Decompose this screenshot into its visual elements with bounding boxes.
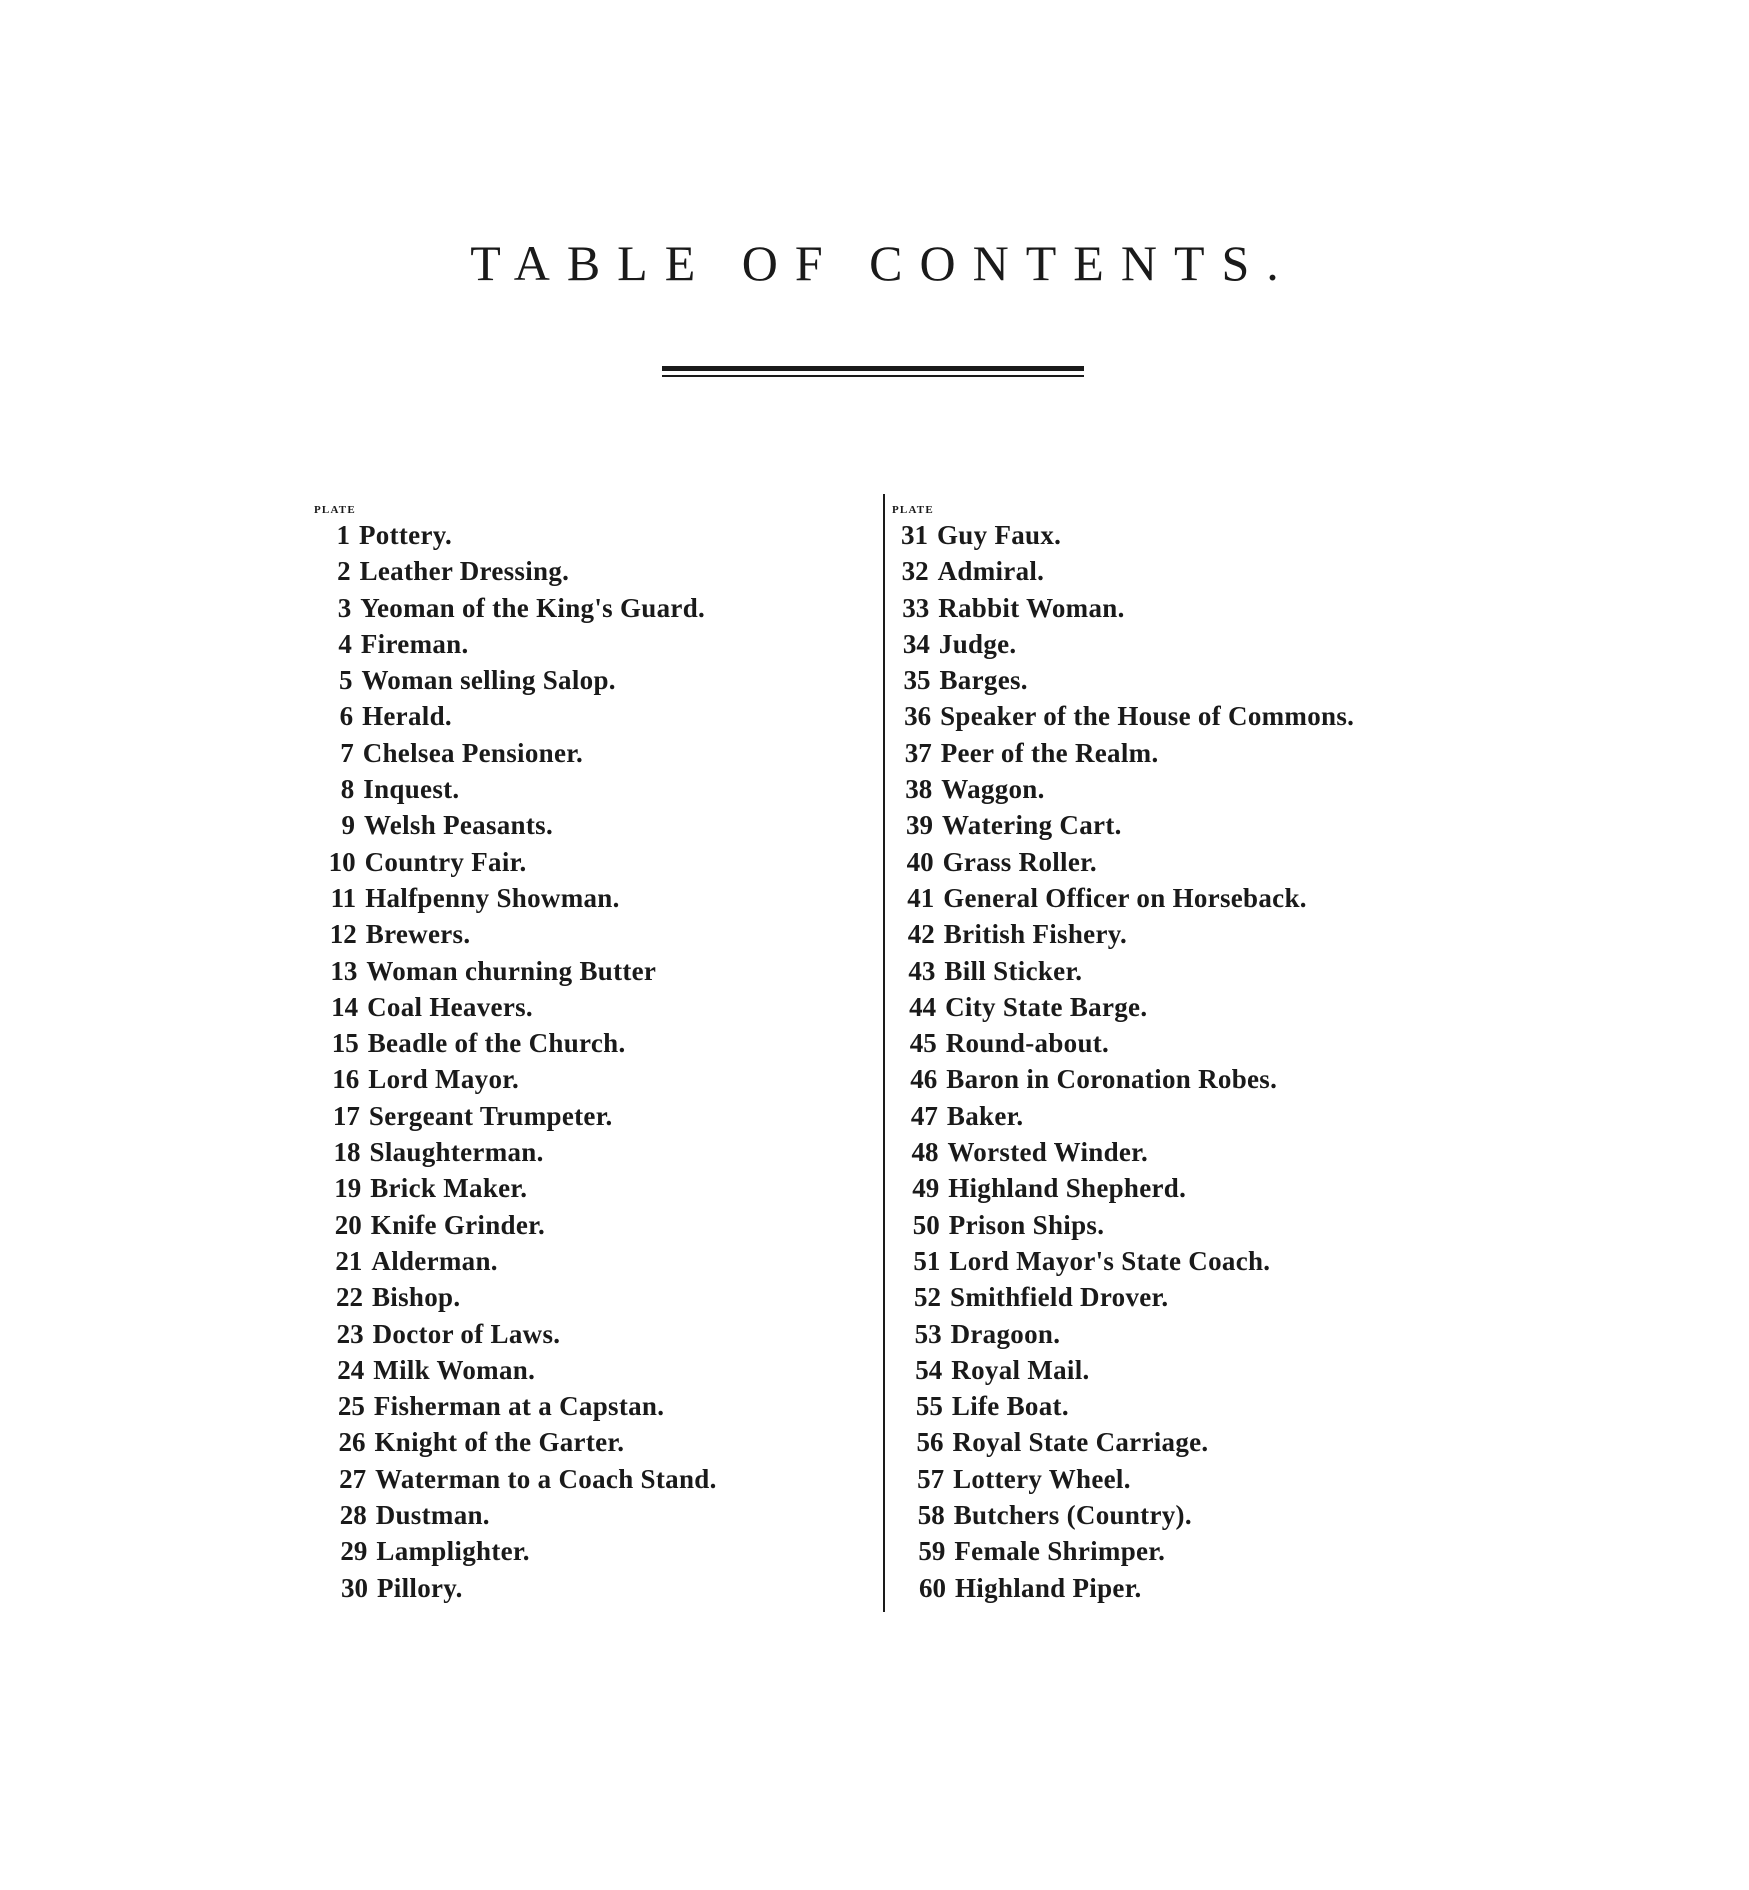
toc-entry-left	[314, 1533, 717, 1569]
plate-title: Royal State Carriage.	[952, 1427, 1209, 1458]
plate-number: 47	[910, 1100, 938, 1131]
toc-entry-right	[892, 735, 1354, 771]
toc-entry-left	[314, 1279, 717, 1315]
plate-title: Royal Mail.	[951, 1354, 1090, 1385]
plate-number: 15	[331, 1028, 359, 1059]
plate-title: Milk Woman.	[373, 1354, 536, 1385]
plate-title: Watering Cart.	[942, 810, 1122, 841]
plate-title: Peer of the Realm.	[940, 737, 1159, 768]
plate-title: Waggon.	[941, 774, 1045, 805]
plate-number: 8	[340, 774, 355, 805]
plate-number: 21	[335, 1245, 363, 1276]
plate-number: 59	[918, 1536, 946, 1567]
toc-entry-right	[892, 1461, 1354, 1497]
toc-entry-right	[892, 698, 1354, 734]
plate-number: 33	[902, 592, 930, 623]
plate-number: 12	[329, 919, 357, 950]
plate-title: Woman churning Butter	[366, 955, 657, 986]
plate-title: Fisherman at a Capstan.	[373, 1391, 665, 1422]
plate-number: 14	[331, 991, 359, 1022]
toc-entry-left	[314, 1461, 717, 1497]
toc-entry-left	[314, 807, 717, 843]
toc-entry-right	[892, 1497, 1354, 1533]
plate-title: Round-about.	[945, 1028, 1110, 1059]
toc-entry-right	[892, 626, 1354, 662]
plate-title: Dragoon.	[950, 1318, 1061, 1349]
toc-entry-left	[314, 1497, 717, 1533]
plate-title: Herald.	[362, 701, 452, 732]
plate-title: Country Fair.	[364, 846, 527, 877]
toc-entry-right	[892, 590, 1354, 626]
plate-number: 54	[915, 1354, 943, 1385]
plate-title: Doctor of Laws.	[372, 1318, 561, 1349]
contents-column-right	[892, 503, 1354, 1606]
toc-entry-left	[314, 1134, 717, 1170]
toc-entry-right	[892, 807, 1354, 843]
toc-entry-left	[314, 1170, 717, 1206]
plate-number: 38	[905, 774, 933, 805]
toc-entry-left	[314, 553, 717, 589]
plate-number: 42	[907, 919, 935, 950]
plate-title: Rabbit Woman.	[938, 592, 1125, 623]
plate-number: 1	[336, 520, 350, 550]
plate-title: Lord Mayor's State Coach.	[949, 1245, 1271, 1276]
toc-entry-right	[892, 1025, 1354, 1061]
plate-title: Inquest.	[363, 774, 460, 805]
toc-entry-left	[314, 916, 717, 952]
plate-number: 26	[338, 1427, 366, 1458]
plate-number: 35	[903, 665, 931, 696]
plate-number: 17	[332, 1100, 360, 1131]
toc-entry-right	[892, 662, 1354, 698]
plate-title: Smithfield Drover.	[950, 1282, 1169, 1313]
toc-entry-right	[892, 1170, 1354, 1206]
plate-title: Lamplighter.	[376, 1536, 530, 1567]
plate-number: 41	[907, 882, 935, 913]
plate-number: 10	[328, 846, 356, 877]
plate-number: 37	[904, 737, 932, 768]
plate-title: Highland Shepherd.	[948, 1173, 1187, 1204]
toc-entry-right	[892, 880, 1354, 916]
plate-number: 51	[913, 1245, 941, 1276]
title-rule-thin	[662, 375, 1084, 377]
plate-title: Fireman.	[360, 628, 469, 659]
plate-title: Chelsea Pensioner.	[362, 737, 584, 768]
toc-entry-left	[314, 1098, 717, 1134]
plate-title: Knight of the Garter.	[374, 1427, 625, 1458]
toc-entry-left	[314, 1352, 717, 1388]
toc-entry-left	[314, 1025, 717, 1061]
plate-title: Butchers (Country).	[953, 1500, 1192, 1531]
toc-entry-left	[314, 1424, 717, 1460]
toc-entry-left	[314, 626, 717, 662]
plate-title: Halfpenny Showman.	[365, 882, 620, 913]
plate-number: 36	[904, 701, 932, 732]
plate-number: 11	[330, 882, 357, 913]
plate-title: Speaker of the House of Commons.	[940, 701, 1355, 732]
plate-title: Coal Heavers.	[367, 991, 533, 1022]
plate-number: 13	[330, 955, 358, 986]
plate-number: 23	[336, 1318, 364, 1349]
plate-title: Barges.	[939, 665, 1028, 696]
plate-number: 20	[334, 1209, 362, 1240]
plate-number: 48	[911, 1137, 939, 1168]
plate-title: Waterman to a Coach Stand.	[375, 1463, 717, 1494]
plate-number: 34	[902, 628, 930, 659]
plate-number: 25	[337, 1391, 365, 1422]
plate-number: 45	[909, 1028, 937, 1059]
toc-entry-left	[314, 1388, 717, 1424]
plate-number: 49	[912, 1173, 940, 1204]
plate-title: Brewers.	[365, 919, 471, 950]
plate-number: 27	[339, 1463, 367, 1494]
plate-title: Yeoman of the King's Guard.	[360, 592, 706, 623]
plate-number: 9	[341, 810, 355, 841]
toc-entry-left	[314, 517, 717, 553]
plate-number: 40	[906, 846, 934, 877]
toc-entry-right	[892, 1570, 1354, 1606]
plate-title: Judge.	[938, 628, 1017, 659]
plate-number: 29	[340, 1536, 368, 1567]
plate-title: Life Boat.	[951, 1391, 1069, 1422]
plate-number: 30	[341, 1572, 368, 1603]
toc-entry-right	[892, 1533, 1354, 1569]
toc-entry-right	[892, 1098, 1354, 1134]
plate-title: Baron in Coronation Robes.	[946, 1064, 1278, 1095]
plate-number: 3	[337, 592, 352, 623]
plate-title: Highland Piper.	[955, 1572, 1142, 1603]
toc-entry-left	[314, 590, 717, 626]
toc-entry-right	[892, 916, 1354, 952]
toc-entry-right	[892, 1316, 1354, 1352]
plate-number: 60	[919, 1572, 946, 1603]
toc-entry-left	[314, 1207, 717, 1243]
plate-number: 5	[339, 665, 353, 696]
plate-number: 53	[914, 1318, 942, 1349]
plate-title: Worsted Winder.	[947, 1137, 1149, 1168]
plate-number: 7	[340, 737, 354, 768]
plate-number: 58	[917, 1500, 945, 1531]
toc-entry-left	[314, 1061, 717, 1097]
plate-title: City State Barge.	[945, 991, 1148, 1022]
plate-number: 4	[338, 628, 352, 659]
toc-entry-left	[314, 1316, 717, 1352]
contents-column-left	[314, 503, 717, 1606]
plate-title: Lord Mayor.	[368, 1064, 520, 1095]
toc-entry-left	[314, 771, 717, 807]
toc-entry-left	[314, 1243, 717, 1279]
plate-title: Sergeant Trumpeter.	[368, 1100, 613, 1131]
plate-title: Bishop.	[372, 1282, 461, 1313]
plate-title: Lottery Wheel.	[953, 1463, 1131, 1494]
plate-number: 18	[333, 1137, 361, 1168]
toc-entry-right	[892, 1388, 1354, 1424]
entry-list-left	[314, 517, 717, 1606]
toc-entry-right	[892, 1352, 1354, 1388]
toc-entry-left	[314, 735, 717, 771]
toc-entry-right	[892, 1424, 1354, 1460]
toc-entry-left	[314, 698, 717, 734]
plate-number: 19	[334, 1173, 362, 1204]
toc-entry-right	[892, 517, 1354, 553]
plate-title: Grass Roller.	[942, 846, 1097, 877]
toc-entry-right	[892, 1279, 1354, 1315]
toc-entry-left	[314, 880, 717, 916]
toc-entry-right	[892, 989, 1354, 1025]
plate-number: 46	[910, 1064, 938, 1095]
plate-number: 6	[339, 701, 354, 732]
plate-number: 56	[916, 1427, 944, 1458]
plate-title: Female Shrimper.	[954, 1536, 1166, 1567]
toc-entry-right	[892, 844, 1354, 880]
plate-title: Alderman.	[371, 1245, 498, 1276]
plate-title: Leather Dressing.	[359, 556, 570, 587]
plate-header-left: PLATE	[314, 504, 356, 516]
toc-entry-right	[892, 1243, 1354, 1279]
plate-number: 57	[917, 1463, 945, 1494]
plate-title: Prison Ships.	[948, 1209, 1105, 1240]
plate-number: 2	[337, 556, 351, 587]
plate-number: 32	[901, 556, 929, 587]
plate-number: 52	[914, 1282, 941, 1313]
plate-title: British Fishery.	[943, 919, 1128, 950]
plate-number: 16	[332, 1064, 360, 1095]
plate-title: Welsh Peasants.	[364, 810, 554, 841]
plate-title: Dustman.	[375, 1500, 490, 1531]
plate-number: 22	[336, 1282, 363, 1313]
toc-entry-right	[892, 553, 1354, 589]
title-rule	[662, 366, 1084, 377]
title-rule-thick	[662, 366, 1084, 371]
plate-title: Brick Maker.	[370, 1173, 528, 1204]
toc-entry-left	[314, 662, 717, 698]
plate-title: General Officer on Horseback.	[943, 882, 1307, 913]
toc-entry-right	[892, 1061, 1354, 1097]
plate-title: Bill Sticker.	[944, 955, 1083, 986]
plate-title: Admiral.	[937, 556, 1045, 587]
plate-number: 50	[912, 1209, 940, 1240]
page-title: TABLE OF CONTENTS.	[470, 234, 1296, 291]
plate-number: 28	[339, 1500, 367, 1531]
toc-entry-left	[314, 953, 717, 989]
toc-entry-right	[892, 1134, 1354, 1170]
column-divider	[883, 494, 885, 1612]
plate-title: Knife Grinder.	[370, 1209, 545, 1240]
toc-entry-right	[892, 771, 1354, 807]
toc-entry-left	[314, 989, 717, 1025]
plate-number: 55	[915, 1391, 943, 1422]
toc-entry-left	[314, 1570, 717, 1606]
plate-title: Beadle of the Church.	[367, 1028, 626, 1059]
plate-number: 44	[909, 991, 937, 1022]
toc-entry-right	[892, 953, 1354, 989]
plate-number: 39	[906, 810, 933, 841]
plate-title: Slaughterman.	[369, 1137, 544, 1168]
plate-title: Pillory.	[377, 1572, 463, 1603]
plate-title: Pottery.	[359, 520, 453, 550]
plate-title: Baker.	[946, 1100, 1024, 1131]
plate-number: 31	[901, 520, 928, 550]
entry-list-right	[892, 517, 1354, 1606]
plate-number: 43	[908, 955, 936, 986]
plate-title: Guy Faux.	[937, 520, 1062, 550]
plate-number: 24	[337, 1354, 365, 1385]
toc-entry-right	[892, 1207, 1354, 1243]
plate-header-right: PLATE	[892, 504, 934, 516]
toc-entry-left	[314, 844, 717, 880]
plate-title: Woman selling Salop.	[361, 665, 616, 696]
